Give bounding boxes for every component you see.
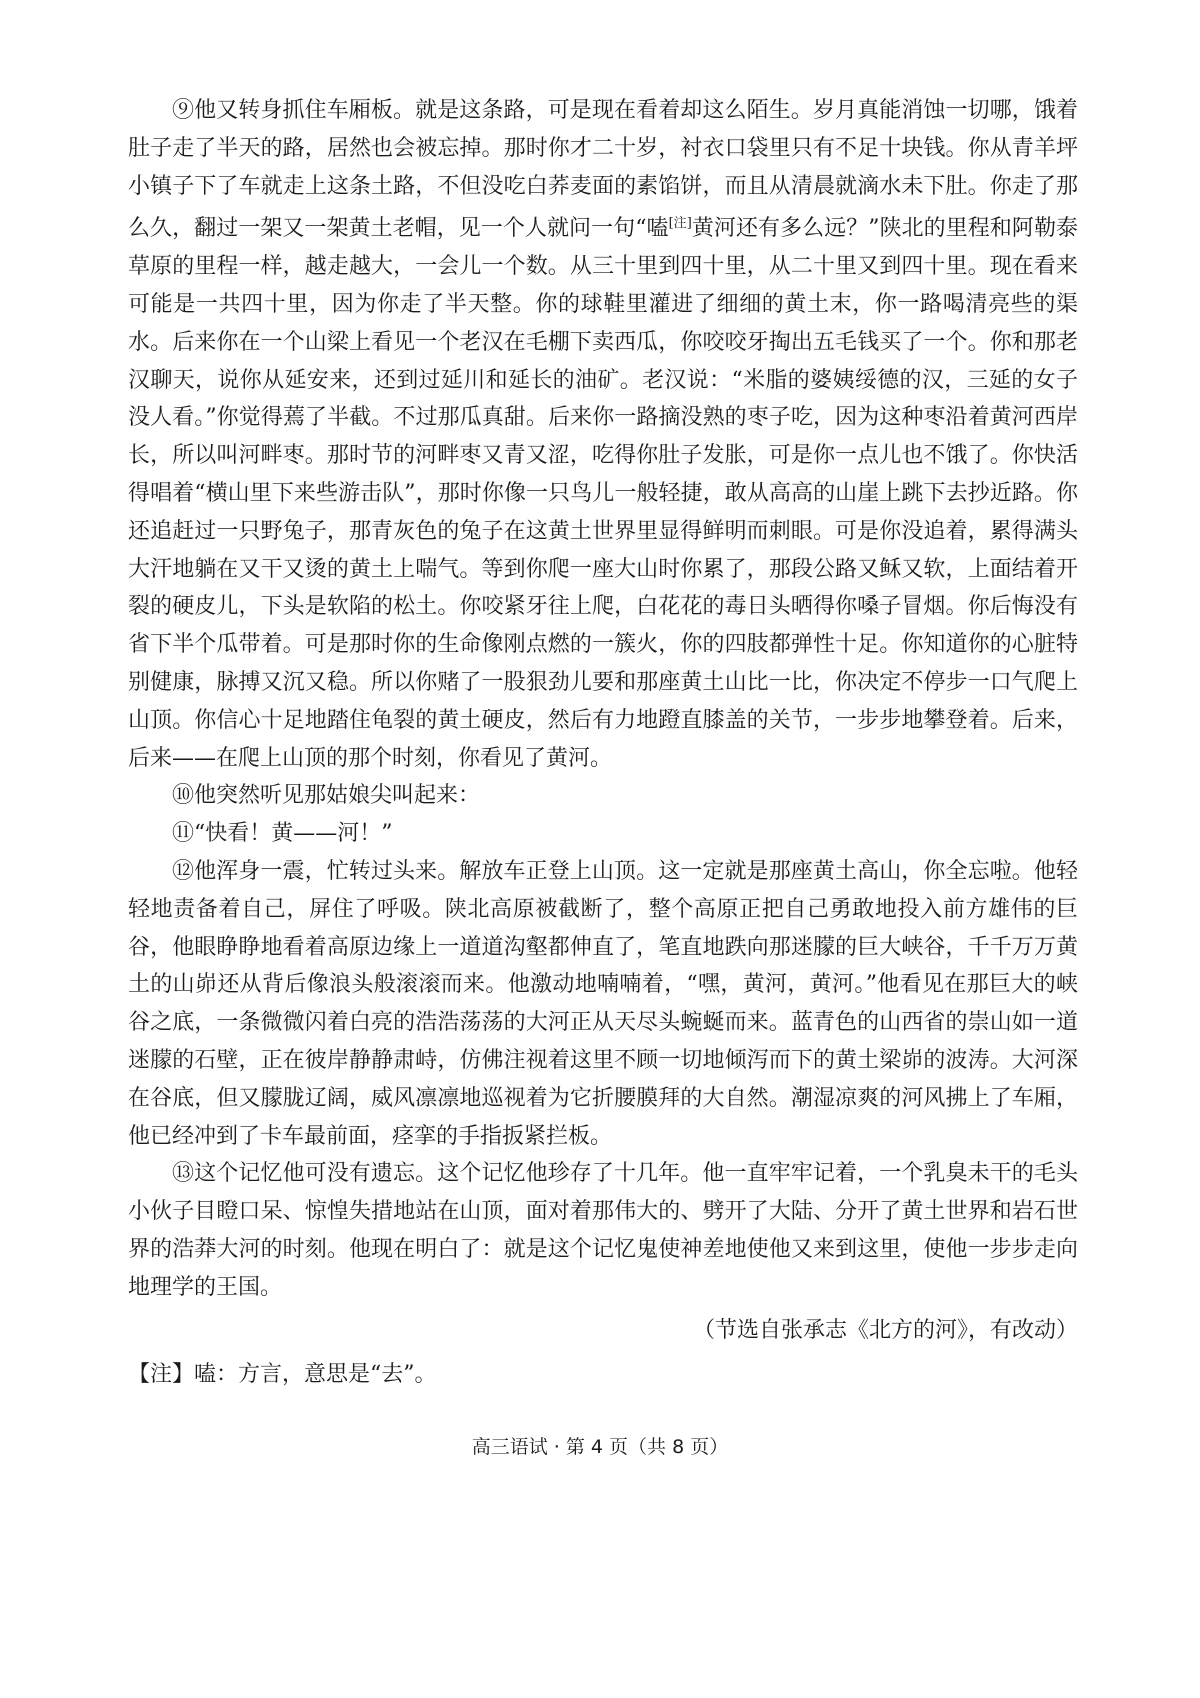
passage-body bbox=[128, 92, 1078, 1395]
paragraph-11: ⑪“快看！黄——河！” bbox=[172, 821, 393, 847]
paragraph-13: ⑬这个记忆他可没有遗忘。这个记忆他珍存了十几年。他一直牢牢记着，一个乳臭未干的毛头小伙子目瞪口呆、惊惶失措地站在山顶，面对着那伟大的、劈开了大陆、分开了黄土世界和岩石世界的浩莽大河的时刻。他现在明白了：就是这个记忆鬼使神差地使他又来到这里，使他一步步走向地理学的王国。 bbox=[128, 1161, 1078, 1300]
note-marker: [注] bbox=[668, 216, 692, 232]
paragraph-9-text: ⑨他又转身抓住车厢板。就是这条路，可是现在看着却这么陌生。岁月真能消蚀一切哪，饿着肚子走了半天的路，居然也会被忘掉。那时你才二十岁，衬衣口袋里只有不足十块钱。你从青羊坪小镇子下了车就走上这条土路，不但没吃白荞麦面的素馅饼，而且从清晨就滴水未下肚。你走了那么久，翻过一架又一架黄土老帽，见一个人就问一句“嗑 bbox=[128, 98, 1078, 242]
source-citation: （节选自张承志《北方的河》，有改动） bbox=[692, 1317, 1078, 1343]
paragraph-9-text-rest: 黄河还有多么远？”陕北的里程和阿勒泰草原的里程一样，越走越大，一会儿一个数。从三十里到四十里，从二十里又到四十里。现在看来可能是一共四十里，因为你走了半天整。你的球鞋里灌进了细细的黄土末，你一路喝清亮些的渠水。后来你在一个山梁上看见一个老汉在毛棚下卖西瓜，你咬咬牙掏出五毛钱买了一个。你和那老汉聊天，说你从延安来，还到过延川和延长的油矿。老汉说：“米脂的婆姨绥德的汉，三延的女子没人看。”你觉得蔫了半截。不过那瓜真甜。后来你一路摘没熟的枣子吃，因为这种枣沿着黄河西岸长，所以叫河畔枣。那时节的河畔枣又青又涩，吃得你肚子发胀，可是你一点儿也不饿了。你快活得唱着“横山里下来些游击队”，那时你像一只鸟儿一般轻捷，敢从高高的山崖上跳下去抄近路。你还追赶过一只野兔子，那青灰色的兔子在这黄土世界里显得鲜明而刺眼。可是你没追着，累得满头大汗地躺在又干又烫的黄土上喘气。等到你爬一座大山时你累了，那段公路又稣又软，上面结着开裂的硬皮儿，下头是软陷的松土。你咬紧牙往上爬，白花花的毒日头晒得你嗓子冒烟。你后悔没有省下半个瓜带着。可是那时你的生命像刚点燃的一簇火，你的四肢都弹性十足。你知道你的心脏特别健康，脉搏又沉又稳。所以你赌了一股狠劲儿要和那座黄土山比一比，你决定不停步一口气爬上山顶。你信心十足地踏住龟裂的黄土硬皮，然后有力地蹬直膝盖的关节，一步步地攀登着。后来，后来——在爬上山顶的那个时刻，你看见了黄河。 bbox=[128, 216, 1078, 771]
paragraph-12: ⑫他浑身一震，忙转过头来。解放车正登上山顶。这一定就是那座黄土高山，你全忘啦。他轻轻地责备着自己，屏住了呼吸。陕北高原被截断了，整个高原正把自己勇敢地投入前方雄伟的巨谷，他眼睁睁地看着高原边缘上一道道沟壑都伸直了，笔直地跌向那迷朦的巨大峡谷，千千万万黄土的山峁还从背后像浪头般滚滚而来。他激动地喃喃着，“嘿，黄河，黄河。”他看见在那巨大的峡谷之底，一条微微闪着白亮的浩浩荡荡的大河正从天尽头蜿蜒而来。蓝青色的山西省的崇山如一道迷朦的石壁，正在彼岸静静肃峙，仿佛注视着这里不顾一切地倾泻而下的黄土梁峁的波涛。大河深在谷底，但又朦胧辽阔，威风凛凛地巡视着为它折腰膜拜的大自然。潮湿凉爽的河风拂上了车厢，他已经冲到了卡车最前面，痉挛的手指扳紧拦板。 bbox=[128, 858, 1078, 1149]
page-footer: 高三语试 · 第 4 页（共 8 页） bbox=[471, 1436, 729, 1458]
footnote: 【注】嗑：方言，意思是“去”。 bbox=[128, 1361, 437, 1387]
paragraph-9 bbox=[128, 92, 1078, 777]
paragraph-10: ⑩他突然听见那姑娘尖叫起来： bbox=[172, 783, 481, 809]
